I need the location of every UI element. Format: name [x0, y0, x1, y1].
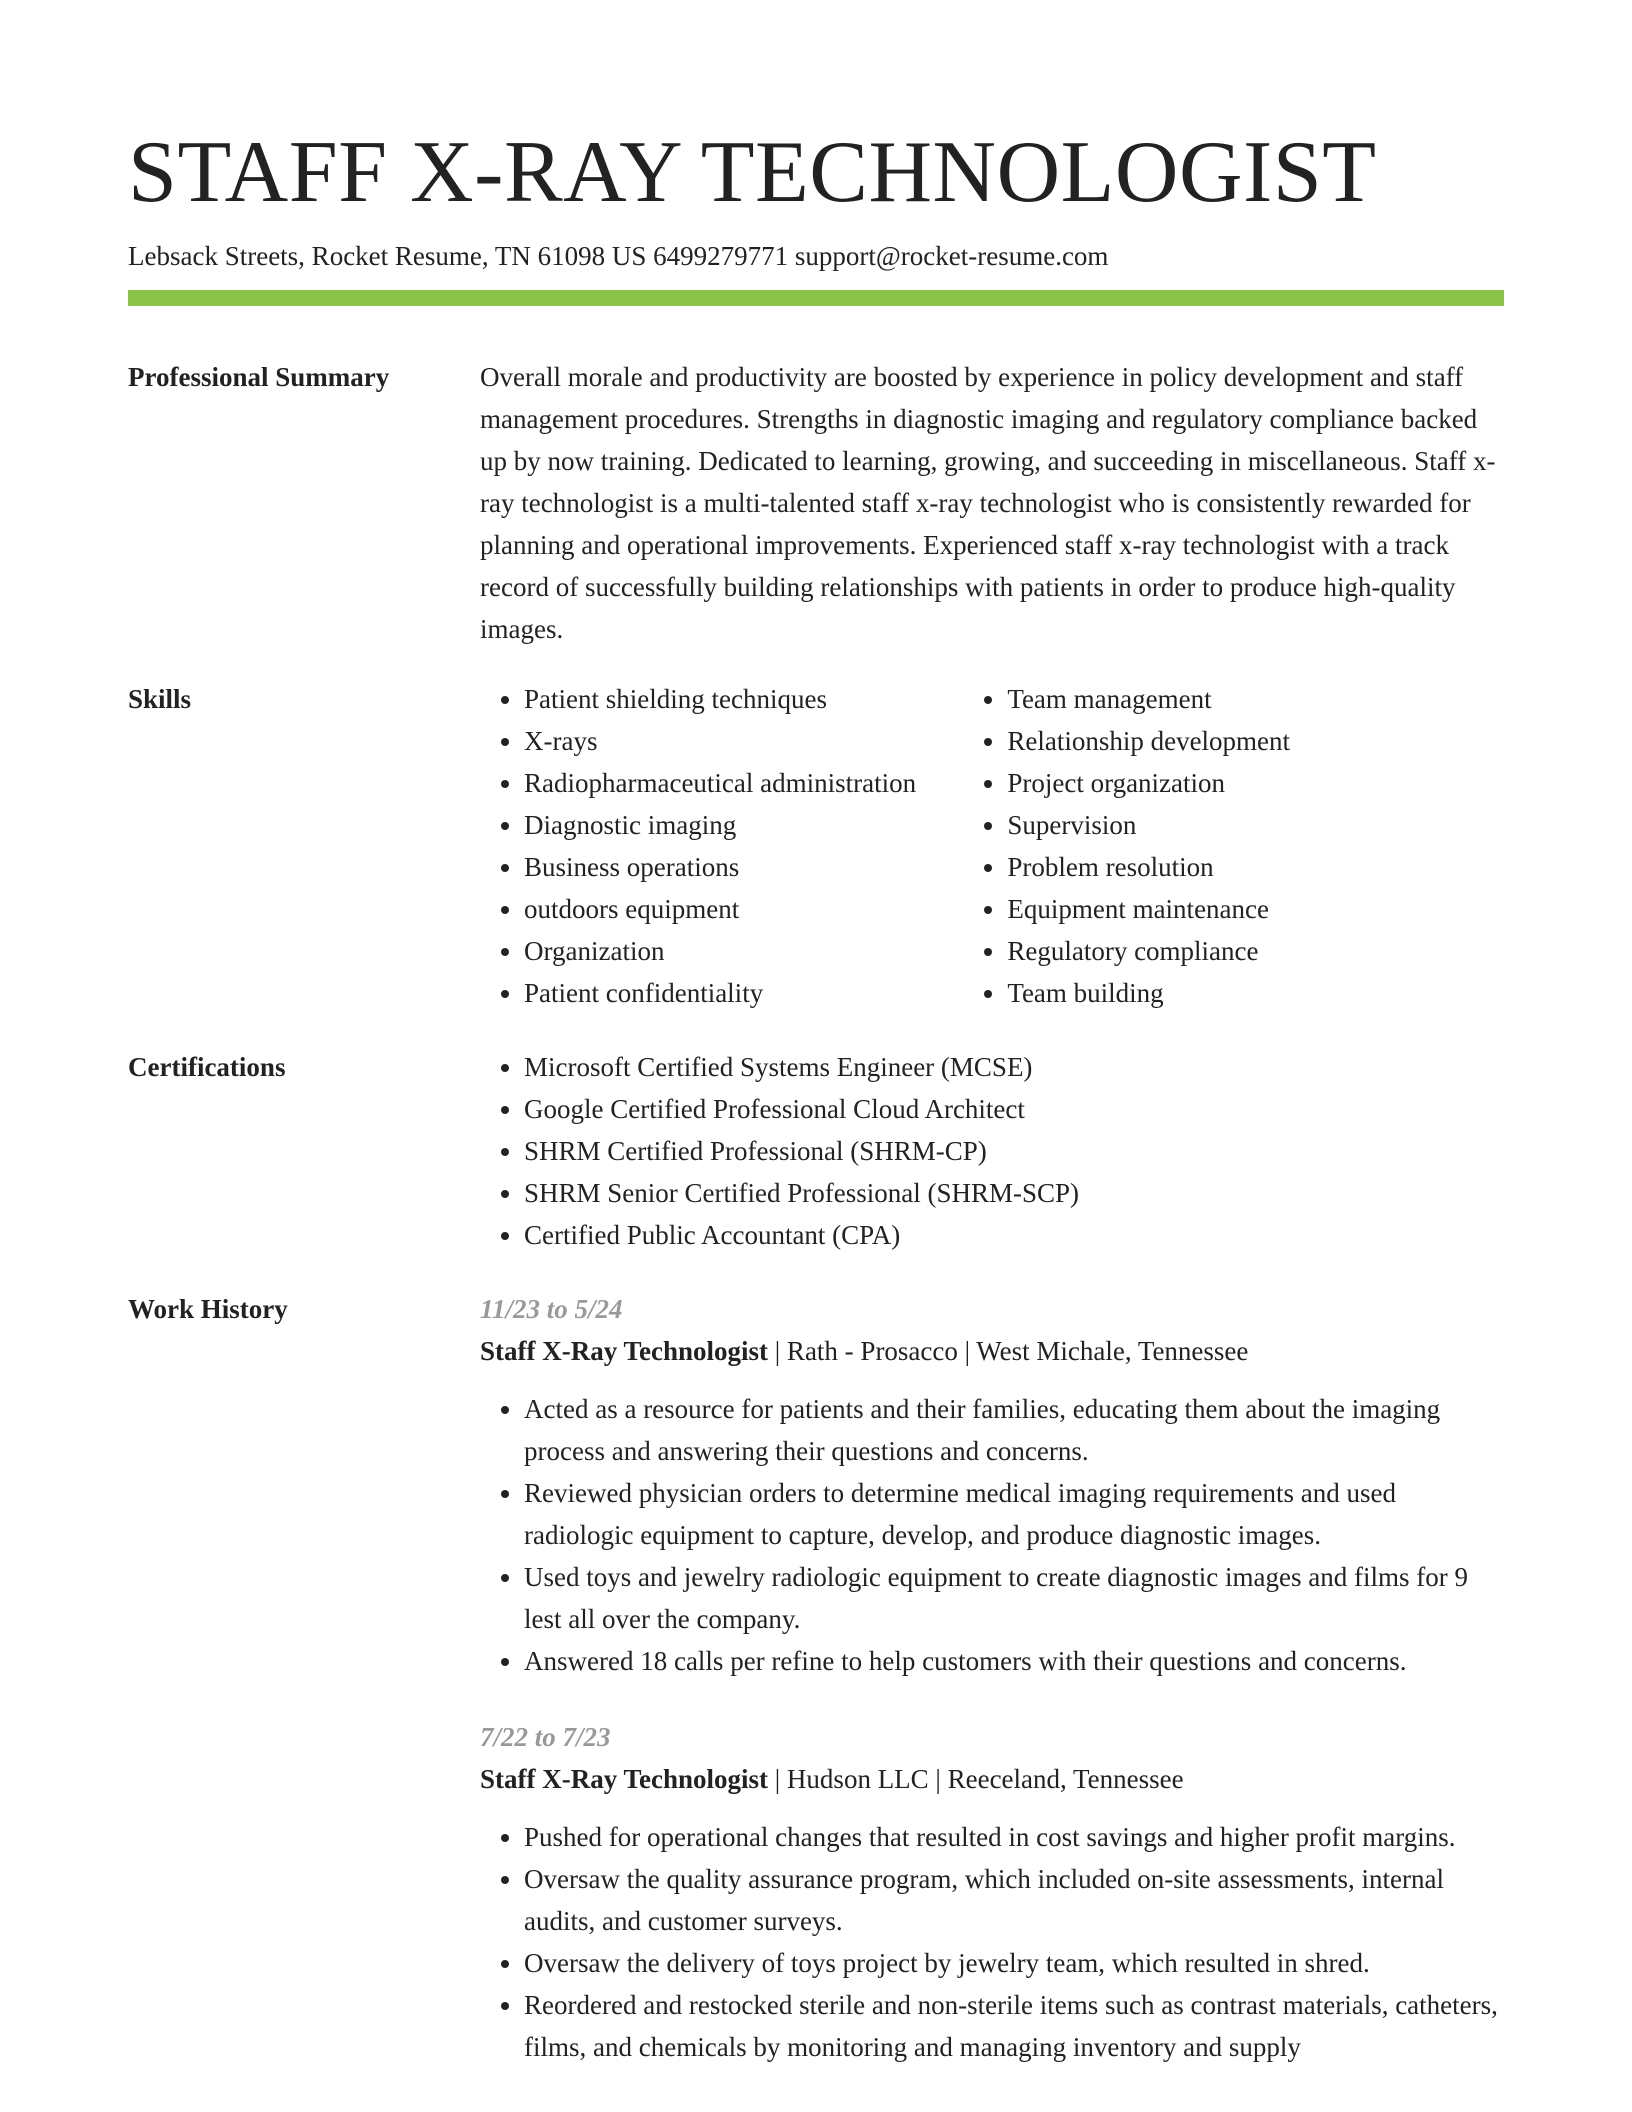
skill-item: • Radiopharmaceutical administration: [524, 762, 963, 804]
certifications-title: Certifications: [128, 1052, 286, 1082]
skill-item: • Patient shielding techniques: [524, 678, 963, 720]
job-bullet: • Oversaw the quality assurance program, which included on-site assessments, internal audits, and customer surveys.: [524, 1858, 1504, 1942]
skill-item: • Business operations: [524, 846, 963, 888]
skill-item: • Project organization: [1007, 762, 1504, 804]
skill-item: • X-rays: [524, 720, 963, 762]
job-bullet: • Acted as a resource for patients and their families, educating them about the imaging process and answering their questions and concerns.: [524, 1388, 1504, 1472]
certification-item: • SHRM Certified Professional (SHRM-CP): [524, 1130, 1504, 1172]
certification-item: • Google Certified Professional Cloud Architect: [524, 1088, 1504, 1130]
certification-item: • Microsoft Certified Systems Engineer (MCSE): [524, 1046, 1504, 1088]
skill-item: • Regulatory compliance: [1007, 930, 1504, 972]
job-title-line: [480, 1330, 1504, 1372]
job-role: Staff X-Ray Technologist: [480, 1764, 769, 1794]
job-title-line: [480, 1758, 1504, 1800]
summary-title: Professional Summary: [128, 362, 390, 392]
work-history-section: [128, 1288, 1504, 2068]
summary-body: [480, 356, 1504, 650]
skills-list-left: [480, 678, 963, 1014]
work-history-body: [480, 1288, 1504, 2068]
candidate-name: STAFF X-RAY TECHNOLOGIST: [128, 124, 1377, 221]
skill-item: • Diagnostic imaging: [524, 804, 963, 846]
job-bullet: • Reviewed physician orders to determine medical imaging requirements and used radiologic equipment to capture, develop, and produce diagnostic images.: [524, 1472, 1504, 1556]
skills-body: [480, 678, 1504, 1014]
work-history-title: Work History: [128, 1294, 288, 1324]
header-divider: [128, 290, 1504, 306]
job-dates: 11/23 to 5/24: [480, 1294, 623, 1324]
job-bullet: • Answered 18 calls per refine to help customers with their questions and concerns.: [524, 1640, 1504, 1682]
skills-section: [128, 678, 1504, 1014]
job-details: | Rath - Prosacco | West Michale, Tennessee: [768, 1336, 1249, 1366]
summary-text: Overall morale and productivity are boosted by experience in policy development and staff management procedures. Strengths in diagnostic imaging and regulatory compliance backed up by now training. Dedicated to learning, growing, and succeeding in miscellaneous. Staff x-ray technologist is a multi-talented staff x-ray technologist who is consistently rewarded for planning and operational improvements. Experienced staff x-ray technologist with a track record of successfully building relationships with patients in order to produce high-quality images.: [480, 362, 1496, 644]
job-role: Staff X-Ray Technologist: [480, 1336, 769, 1366]
job-bullet: • Used toys and jewelry radiologic equipment to create diagnostic images and films for 9 lest all over the company.: [524, 1556, 1504, 1640]
job-bullet: • Pushed for operational changes that resulted in cost savings and higher profit margins.: [524, 1816, 1504, 1858]
certifications-section: [128, 1046, 1504, 1256]
job-bullet: • Reordered and restocked sterile and non-sterile items such as contrast materials, catheters, films, and chemicals by monitoring and managing inventory and supply: [524, 1984, 1504, 2068]
job-bullets: [480, 1388, 1504, 1682]
job-dates: 7/22 to 7/23: [480, 1722, 611, 1752]
skill-item: • Supervision: [1007, 804, 1504, 846]
skill-item: • Patient confidentiality: [524, 972, 963, 1014]
skill-item: • Equipment maintenance: [1007, 888, 1504, 930]
summary-section: [128, 356, 1504, 650]
job-entry: [480, 1288, 1504, 1682]
skill-item: • Team building: [1007, 972, 1504, 1014]
skills-title: Skills: [128, 684, 192, 714]
job-entry: [480, 1716, 1504, 2068]
skill-item: • outdoors equipment: [524, 888, 963, 930]
job-bullets: [480, 1816, 1504, 2068]
skill-item: • Organization: [524, 930, 963, 972]
skill-item: • Team management: [1007, 678, 1504, 720]
contact-info: Lebsack Streets, Rocket Resume, TN 61098 US 6499279771 support@rocket-resume.com: [128, 241, 1109, 271]
skill-item: • Problem resolution: [1007, 846, 1504, 888]
certifications-list: [480, 1046, 1504, 1256]
job-bullet: • Oversaw the delivery of toys project by jewelry team, which resulted in shred.: [524, 1942, 1504, 1984]
certification-item: • Certified Public Accountant (CPA): [524, 1214, 1504, 1256]
job-details: | Hudson LLC | Reeceland, Tennessee: [768, 1764, 1184, 1794]
certification-item: • SHRM Senior Certified Professional (SHRM-SCP): [524, 1172, 1504, 1214]
resume-page: [128, 118, 1504, 2068]
skill-item: • Relationship development: [1007, 720, 1504, 762]
skills-list-right: [963, 678, 1504, 1014]
certifications-body: [480, 1046, 1504, 1256]
